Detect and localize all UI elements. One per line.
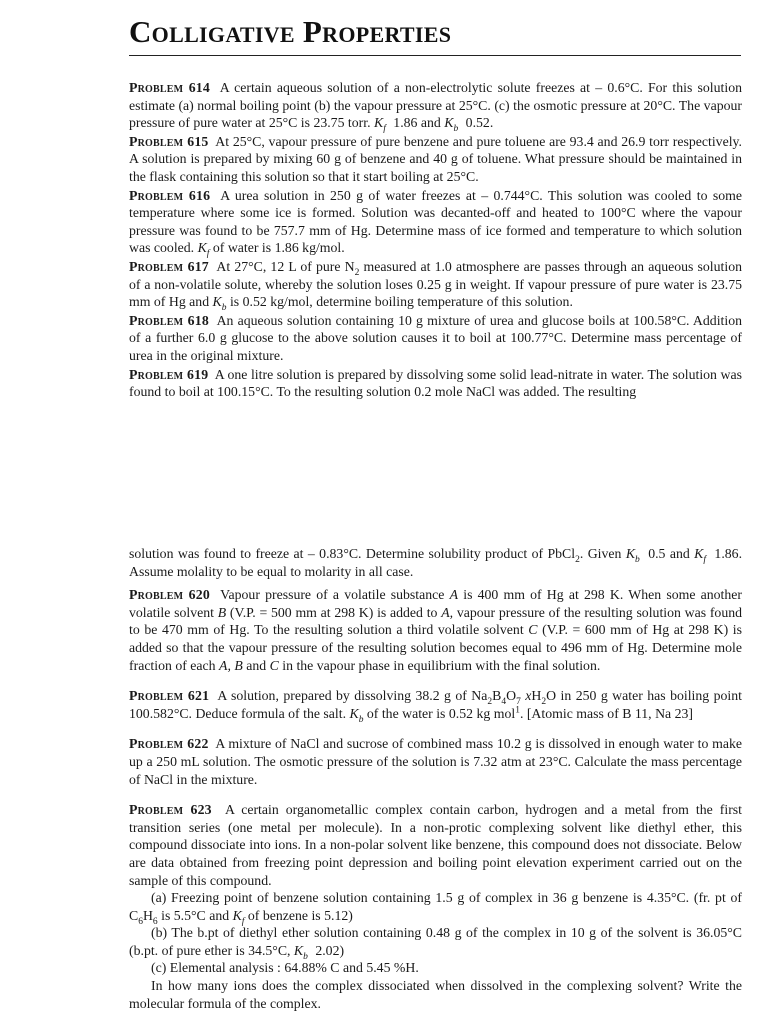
problem-622: Problem 622 A mixture of NaCl and sucrose of combined mass 10.2 g is dissolved in enough water to make up a 250 mL solution. The osmotic pressure of the solution is 7.32 atm at 23°C. Calculate the mass percentage of NaCl in the mixture. bbox=[129, 736, 742, 787]
problem-text: A certain aqueous solution of a non-electrolytic solute freezes at – 0.6°C. For this solution estimate (a) normal boiling point (b) the vapour pressure at 25°C. (c) the osmotic pressure at 20°C. The vapour pressure of pure water at 25°C is 23.75 torr. bbox=[129, 80, 742, 131]
problem-text: A one litre solution is prepared by dissolving some solid lead-nitrate in water. The solution was found to boil at 100.15°C. To the resulting solution 0.2 mole NaCl was added. The resulting bbox=[129, 366, 742, 400]
problem-text: An aqueous solution containing 10 g mixture of urea and glucose boils at 100.58°C. Addition of a further 6.0 g glucose to the above solution causes it to boil at 100.77°C. Determine mass percentage of urea in the original mixture. bbox=[129, 312, 742, 363]
lower-block bbox=[129, 545, 742, 1012]
problem-621: Problem 621 A solution, prepared by dissolving 38.2 g of $Na_2B_4O_7$ $xH_2O$ in 250 g water has boiling point 100.582°C. Deduce formula of the salt. $K_b$ of the water is 0.52 kg mol$^1$. [Atomic mass of B 11, Na 23] bbox=[129, 688, 742, 725]
problem-label: Problem 617 bbox=[129, 258, 209, 274]
problem-text: At 25°C, vapour pressure of pure benzene and pure toluene are 93.4 and 26.9 torr respectively. A solution is prepared by mixing 60 g of benzene and 40 g of toluene. What pressure should be maintained in the flask containing this solution so that it start boiling at 25°C. bbox=[129, 133, 742, 184]
problem-label: Problem 620 bbox=[129, 587, 210, 603]
problem-623-question: In how many ions does the complex dissociated when dissolved in the complexing solvent? Write the molecular formula of the complex. bbox=[129, 978, 742, 1011]
problem-label: Problem 614 bbox=[129, 80, 210, 95]
problem-615 bbox=[129, 133, 742, 186]
problem-623: Problem 623 A certain organometallic complex contain carbon, hydrogen and a metal from the first transition series (one metal per molecule). In a non-protic complexing solvent like diethyl ether, this compound dissociate into ions. In a non-polar solvent like benzene, this compound does not dissociate. Below are data obtained from freezing point depression and boiling point elevation experiment carried out on the sample of this compound. bbox=[129, 802, 742, 888]
problem-619-continued: solution was found to freeze at – 0.83°C. Determine solubility product of PbCl$_2$. Given $K_b$ 0.5 and $K_f$ 1.86. Assume molality to be equal to molarity in all case. bbox=[129, 546, 743, 579]
title-rule bbox=[129, 55, 741, 56]
problem-label: Problem 619 bbox=[129, 366, 209, 382]
problem-label: Problem 618 bbox=[129, 312, 209, 328]
problem-text: At 27°C, 12 L of pure N bbox=[216, 258, 355, 274]
problem-620: Problem 620 Vapour pressure of a volatile substance A is 400 mm of Hg at 298 K. When some another volatile solvent B (V.P. = 500 mm at 298 K) is added to A, vapour pressure of the resulting solution was found to be 470 mm of Hg. To the resulting solution a third volatile solvent C (V.P. = 600 mm of Hg at 298 K) is added so that the vapour pressure of the resulting solution becomes equal to 496 mm of Hg. Determine mole fraction of each A, B and C in the vapour phase in equilibrium with the final solution. bbox=[129, 587, 743, 673]
problem-label: Problem 622 bbox=[129, 736, 209, 752]
chapter-title: Colligative Properties bbox=[129, 14, 452, 49]
problem-617: Problem 617 At 27°C, 12 L of pure $N_2$ measured at 1.0 atmosphere are passes through an aqueous solution of a non-volatile solute, whereby the solution loses 0.25 g in weight. If vapour pressure of pure water is 23.75 mm of Hg and $K_b$ is 0.52 kg/mol, determine boiling temperature of this solution. bbox=[129, 258, 742, 313]
problem-618 bbox=[129, 312, 742, 365]
problem-label: Problem 621 bbox=[129, 688, 210, 704]
problem-619 bbox=[129, 366, 742, 401]
problem-614: Problem 614 A certain aqueous solution of a non-electrolytic solute freezes at – 0.6°C. For this solution estimate (a) normal boiling point (b) the vapour pressure at 25°C. (c) the osmotic pressure at 20°C. The vapour pressure of pure water at 25°C is 23.75 torr. $K_f$ 1.86 and $K_b$ 0.52. bbox=[129, 80, 742, 134]
problem-616: Problem 616 A urea solution in 250 g of water freezes at – 0.744°C. This solution was cooled to some temperature where some ice is formed. Solution was decanted-off and heated to 100°C where the vapour pressure was found to be 757.7 mm of Hg. Determine mass of ice formed and temperature to which solution was cooled. $K_f$ of water is 1.86 kg/mol. bbox=[129, 187, 742, 260]
problem-text: A urea solution in 250 g of water freezes at – 0.744°C. This solution was cooled to some temperature where some ice is formed. Solution was decanted-off and heated to 100°C where the vapour pressure was found to be 757.7 mm of Hg. Determine mass of ice formed and temperature to which solution was cooled. bbox=[129, 187, 742, 256]
problem-623-part-a: (a) Freezing point of benzene solution containing 1.5 g of complex in 36 g benzene is 4.35°C. (fr. pt of $C_6H_6$ is 5.5°C and $K_f$ of benzene is 5.12) bbox=[129, 890, 742, 927]
problem-label: Problem 616 bbox=[129, 187, 211, 203]
problem-label: Problem 615 bbox=[129, 133, 209, 149]
problem-623-part-b: (b) The b.pt of diethyl ether solution containing 0.48 g of the complex in 10 g of the solvent is 36.05°C (b.pt. of pure ether is 34.5°C, $K_b$ 2.02) bbox=[129, 925, 742, 962]
problem-label: Problem 623 bbox=[129, 802, 212, 818]
problem-623-part-c: (c) Elemental analysis : 64.88% C and 5.45 %H. bbox=[151, 960, 419, 976]
upper-block bbox=[129, 79, 742, 401]
